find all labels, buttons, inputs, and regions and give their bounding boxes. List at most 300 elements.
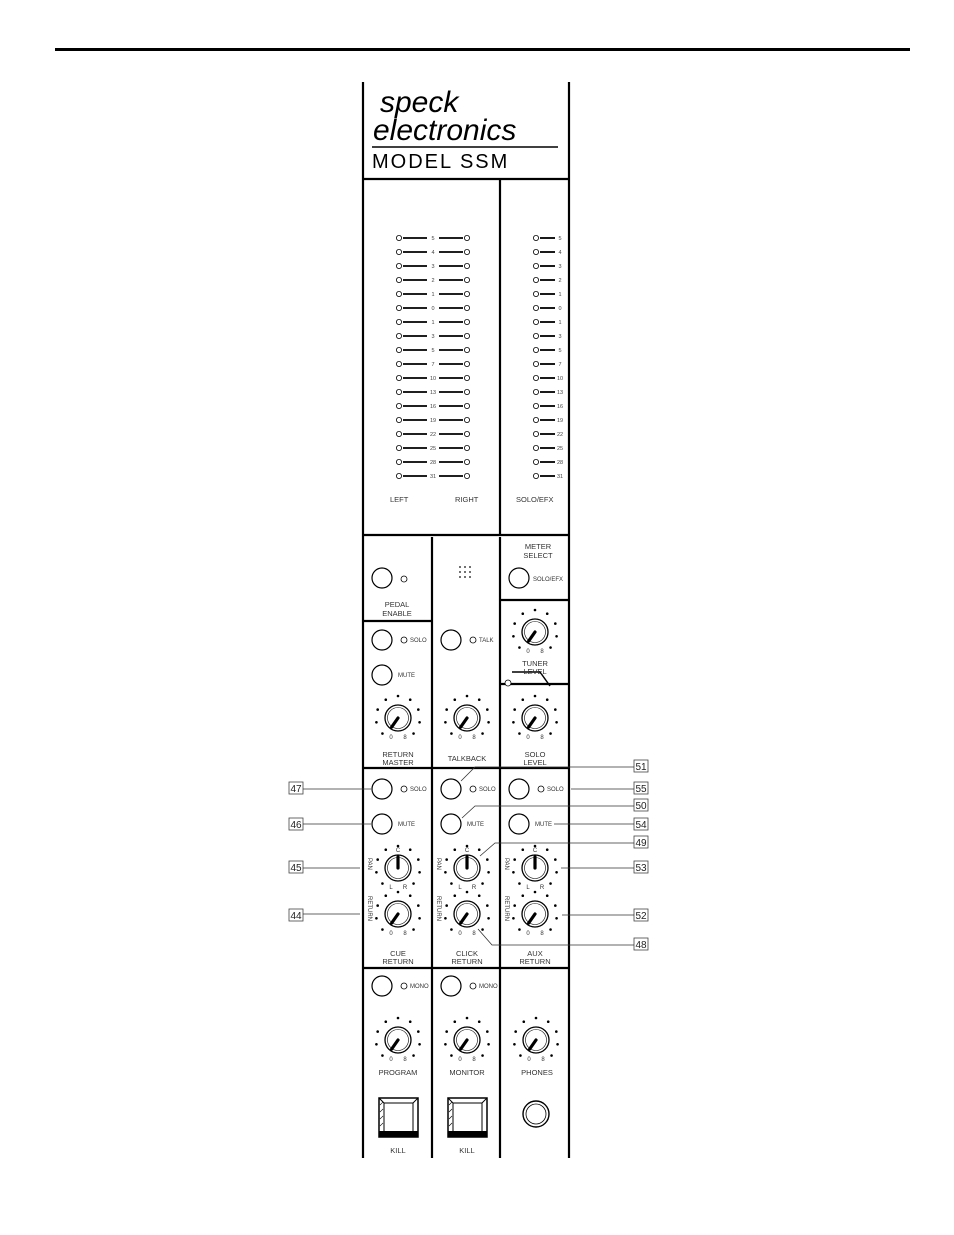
knob-label-min: 0 [526,931,530,937]
return-master-label-2: MASTER [382,758,414,767]
knob-tick [486,904,489,907]
meter-select-label-1: METER [524,542,552,551]
knob-label-right: R [471,885,477,891]
callout-number: 49 [635,838,647,849]
knob-tick [478,1020,481,1023]
meter-left-led-icon [396,263,401,268]
meter-right-led-icon [464,361,469,366]
knob-tick [445,1030,448,1033]
knob-tick [555,917,558,920]
knob-tick [550,1054,553,1057]
pedal-led-icon [401,576,407,582]
aux-solo-button[interactable] [509,779,529,799]
cue-channel [366,779,427,966]
meter-left-led-icon [396,375,401,380]
knob-tick [466,845,469,848]
solo-level-label-1: SOLO [524,750,546,759]
knob-tick [513,1043,516,1046]
knob-tick [512,635,515,638]
solo-level-label-2: LEVEL [523,758,547,767]
knob-tick [418,871,421,874]
pedal-label-2: ENABLE [382,609,412,618]
knob-tick [384,698,387,701]
aux-mute-button[interactable] [509,814,529,834]
knob-label-min: 0 [458,735,462,741]
monitor-mono-button[interactable] [441,976,461,996]
knob-tick [417,1030,420,1033]
callout-number: 55 [635,784,647,795]
knob-tick [376,858,379,861]
aux-pan-knob[interactable] [512,845,558,891]
callout-46 [289,818,371,831]
knob-tick [444,721,447,724]
meter-left-led-icon [396,249,401,254]
meter-scale-label: 0 [431,306,435,312]
knob-label-max: 8 [540,649,544,655]
knob-tick [417,858,420,861]
knob-label-min: 0 [458,1057,462,1063]
meter-right-led-icon [464,403,469,408]
knob-tick [417,708,420,711]
meter-right-led-icon [464,333,469,338]
cue-label-2: RETURN [382,957,414,966]
knob-tick [375,871,378,874]
program-mono-label: MONO [410,984,429,990]
click-mute-button[interactable] [441,814,461,834]
cue-pan-knob[interactable] [375,845,421,891]
meter-right-led-icon [464,319,469,324]
meter-solo-scale-label: 2 [558,278,562,284]
program-mono-led-icon [401,983,407,989]
knob-tick [512,871,515,874]
click-pan-knob[interactable] [444,845,490,891]
knob-tick [450,928,453,931]
meter-solo-led-icon [533,263,538,268]
knob-tick [521,698,524,701]
meter-scale-label: 1 [431,320,435,326]
meter-right-led-icon [464,375,469,380]
callout-53 [561,861,648,874]
knob-tick [450,1054,453,1057]
knob-tick [555,871,558,874]
aux-pan-label: PAN [503,858,509,870]
knob-tick [514,1030,517,1033]
knob-tick [487,917,490,920]
knob-tick [513,904,516,907]
knob-tick [486,858,489,861]
meter-right-led-icon [464,291,469,296]
click-return-vlabel: RETURN [435,896,441,921]
meter-solo-scale-label: 3 [558,264,562,270]
meter-solo-scale-label: 5 [558,348,562,354]
knob-tick [555,635,558,638]
knob-label-max: 8 [541,1057,545,1063]
talk-button[interactable] [441,630,461,650]
aux-mute-label: MUTE [535,822,552,828]
callout-number: 45 [290,863,302,874]
meter-solo-scale-label: 10 [556,376,564,382]
click-mute-label: MUTE [467,822,484,828]
leader-line [478,929,634,945]
meter-left-led-icon [396,333,401,338]
meter-right-led-icon [464,235,469,240]
knob-tick [534,891,537,894]
knob-tick [376,1030,379,1033]
knob-tick [555,1030,558,1033]
meter-solo-scale-label: 25 [556,446,564,452]
meter-scale-label: 2 [431,278,435,284]
program-knob[interactable] [375,1017,421,1063]
callout-49 [480,836,648,856]
callout-44 [289,909,360,922]
aux-channel [503,779,564,966]
meter-solo-scale-label: 13 [556,390,564,396]
meter-solo-led-icon [533,333,538,338]
knob-tick [546,894,549,897]
meter-solo-scale-label: 22 [556,432,564,438]
meter-right-led-icon [464,473,469,478]
talkback-label: TALKBACK [447,754,487,763]
callout-number: 51 [635,762,647,773]
meter-solo-label: SOLO/EFX [516,495,554,504]
aux-return-vlabel: RETURN [503,896,509,921]
knob-tick [444,871,447,874]
knob-label-min: 0 [527,1057,531,1063]
knob-label-max: 8 [540,931,544,937]
meter-bridge [396,235,563,480]
callout-51 [461,760,648,781]
cue-solo-button[interactable] [372,779,392,799]
cue-return-knob[interactable] [375,891,421,937]
meter-left-led-icon [396,403,401,408]
knob-tick [384,894,387,897]
callout-47 [289,782,371,795]
knob-tick [522,1020,525,1023]
knob-tick [512,917,515,920]
knob-tick [444,1043,447,1046]
return-master-mute-label: MUTE [398,673,415,679]
meter-right-led-icon [464,431,469,436]
mic-grille-icon [459,566,471,578]
meter-left-led-icon [396,291,401,296]
return-master-knob[interactable] [375,695,421,741]
knob-tick [519,1054,522,1057]
knob-tick [384,848,387,851]
knob-tick [409,1020,412,1023]
knob-tick [466,891,469,894]
meter-right-led-icon [464,445,469,450]
knob-tick [412,882,415,885]
meter-solo-scale-label: 3 [558,334,562,340]
knob-label-min: 0 [389,931,393,937]
meter-right-led-icon [464,277,469,282]
knob-tick [481,882,484,885]
meter-right-label: RIGHT [455,495,479,504]
meter-solo-led-icon [533,319,538,324]
meter-scale-label: 3 [431,334,435,340]
knob-tick [554,708,557,711]
return-master-label-1: RETURN [382,750,414,759]
knob-tick [450,882,453,885]
knob-label-max: 8 [403,1057,407,1063]
knob-label-left: L [389,885,393,891]
meter-solo-led-icon [533,403,538,408]
click-return-knob[interactable] [444,891,490,937]
knob-tick [381,882,384,885]
knob-label-min: 0 [389,1057,393,1063]
meter-solo-led-icon [533,277,538,282]
knob-tick [535,1017,538,1020]
knob-tick [412,1054,415,1057]
meter-scale-label: 25 [429,446,437,452]
meter-solo-scale-label: 4 [558,250,562,256]
knob-tick [381,1054,384,1057]
callout-number: 46 [290,820,302,831]
cue-solo-label: SOLO [410,787,427,793]
knob-tick [478,894,481,897]
knob-tick [397,1017,400,1020]
meter-select-button[interactable] [509,568,529,588]
cue-mute-button[interactable] [372,814,392,834]
meter-solo-led-icon [533,389,538,394]
tuner-label-2: LEVEL [523,667,547,676]
return-master-solo-label: SOLO [410,638,427,644]
return-master-mute-button[interactable] [372,665,392,685]
meter-right-led-icon [464,347,469,352]
meter-scale-label: 22 [429,432,437,438]
knob-tick [521,612,524,615]
meter-left-led-icon [396,277,401,282]
knob-label-max: 8 [472,735,476,741]
knob-tick [518,732,521,735]
meter-left-led-icon [396,319,401,324]
knob-tick [521,848,524,851]
knob-tick [513,622,516,625]
knob-tick [518,928,521,931]
program-mono-button[interactable] [372,976,392,996]
talk-label: TALK [479,638,494,644]
model-name: MODEL SSM [372,151,510,173]
click-label-1: CLICK [455,949,479,958]
aux-return-knob[interactable] [512,891,558,937]
knob-label-min: 0 [526,735,530,741]
meter-solo-led-icon [533,291,538,296]
program-kill-switch[interactable] [379,1098,418,1137]
knob-tick [521,894,524,897]
knob-label-max: 8 [472,931,476,937]
phones-label: PHONES [521,1068,553,1077]
meter-solo-led-icon [533,417,538,422]
meter-scale-label: 16 [429,404,437,410]
monitor-kill-switch[interactable] [448,1098,487,1137]
knob-label-center: C [532,848,538,854]
knob-label-center: C [464,848,470,854]
knob-tick [418,917,421,920]
knob-tick [554,622,557,625]
aux-label-1: AUX [527,949,543,958]
knob-tick [546,612,549,615]
knob-tick [481,928,484,931]
knob-label-left: L [526,885,530,891]
knob-tick [444,917,447,920]
knob-tick [381,928,384,931]
meter-solo-led-icon [533,361,538,366]
knob-tick [556,1043,559,1046]
knob-tick [418,1043,421,1046]
knob-tick [453,1020,456,1023]
meter-select-btn-label: SOLO/EFX [533,577,564,583]
knob-tick [518,646,521,649]
callout-number: 54 [635,820,647,831]
talkback-knob[interactable] [444,695,490,741]
meter-solo-scale-label: 31 [556,474,564,480]
callout-number: 48 [635,940,647,951]
meter-select-label-2: SELECT [523,551,553,560]
click-solo-button[interactable] [441,779,461,799]
meter-solo-led-icon [533,445,538,450]
brand-line2: electronics [373,114,517,147]
solo-led-icon [401,637,407,643]
tuner-label-1: TUNER [522,659,548,668]
knob-label-max: 8 [472,1057,476,1063]
knob-label-max: 8 [540,735,544,741]
meter-left-led-icon [396,431,401,436]
knob-label-min: 0 [389,735,393,741]
meter-solo-led-icon [533,249,538,254]
click-pan-label: PAN [435,858,441,870]
meter-solo-scale-label: 0 [558,306,562,312]
cue-mute-label: MUTE [398,822,415,828]
meter-scale-label: 5 [431,236,435,242]
monitor-mono-label: MONO [479,984,498,990]
meter-right-led-icon [464,249,469,254]
knob-tick [487,1043,490,1046]
meter-solo-led-icon [533,473,538,478]
knob-label-left: L [458,885,462,891]
knob-tick [546,698,549,701]
callout-number: 52 [635,911,647,922]
meter-solo-led-icon [533,347,538,352]
knob-tick [478,698,481,701]
meter-solo-led-icon [533,459,538,464]
knob-tick [453,894,456,897]
meter-scale-label: 4 [431,250,435,256]
knob-label-center: C [395,848,401,854]
knob-tick [384,1020,387,1023]
solo-level-knob[interactable] [512,695,558,741]
meter-scale-label: 7 [431,362,435,368]
knob-tick [554,858,557,861]
meter-left-led-icon [396,445,401,450]
knob-tick [546,848,549,851]
meter-solo-scale-label: 19 [556,418,564,424]
talk-led-icon [470,637,476,643]
meter-right-led-icon [464,263,469,268]
click-label-2: RETURN [451,957,483,966]
monitor-mono-led-icon [470,983,476,989]
meter-scale-label: 1 [431,292,435,298]
meter-solo-scale-label: 28 [556,460,564,466]
meter-scale-label: 5 [431,348,435,354]
meter-scale-label: 3 [431,264,435,270]
knob-tick [450,732,453,735]
monitor-knob[interactable] [444,1017,490,1063]
knob-tick [453,698,456,701]
monitor-kill-label: KILL [459,1146,475,1155]
knob-tick [445,858,448,861]
knob-tick [376,904,379,907]
knob-tick [481,732,484,735]
knob-tick [466,1017,469,1020]
click-solo-led-icon [470,786,476,792]
monitor-label: MONITOR [449,1068,485,1077]
knob-tick [409,894,412,897]
meter-solo-scale-label: 7 [558,362,562,368]
callout-45 [289,861,360,874]
knob-tick [487,721,490,724]
knob-tick [381,732,384,735]
knob-tick [445,708,448,711]
pedal-enable-button[interactable] [372,568,392,588]
meter-scale-label: 19 [429,418,437,424]
knob-tick [513,858,516,861]
knob-tick [466,695,469,698]
meter-left-led-icon [396,417,401,422]
knob-tick [409,698,412,701]
knob-tick [486,708,489,711]
callout-number: 47 [290,784,302,795]
cue-return-vlabel: RETURN [366,896,372,921]
knob-tick [549,732,552,735]
meter-scale-label: 10 [429,376,437,382]
meter-scale-label: 31 [429,474,437,480]
knob-tick [412,928,415,931]
header-rule [55,48,910,51]
click-solo-label: SOLO [479,787,496,793]
knob-tick [412,732,415,735]
knob-tick [481,1054,484,1057]
knob-tick [549,882,552,885]
knob-tick [549,646,552,649]
knob-tick [397,695,400,698]
knob-tick [487,871,490,874]
knob-tick [534,695,537,698]
knob-tick [547,1020,550,1023]
knob-tick [417,904,420,907]
knob-tick [554,904,557,907]
meter-solo-scale-label: 1 [558,320,562,326]
aux-solo-led-icon [538,786,544,792]
meter-scale-label: 13 [429,390,437,396]
callout-48 [478,929,648,951]
leader-line [462,806,634,818]
knob-label-right: R [402,885,408,891]
knob-tick [513,708,516,711]
return-master-solo-button[interactable] [372,630,392,650]
callout-52 [562,909,648,922]
tuner-level-knob[interactable] [512,609,558,655]
meter-left-led-icon [396,347,401,352]
meter-solo-led-icon [533,235,538,240]
phones-knob[interactable] [513,1017,559,1063]
aux-solo-label: SOLO [547,787,564,793]
knob-tick [518,882,521,885]
meter-left-led-icon [396,305,401,310]
pedal-label-1: PEDAL [384,600,410,609]
leader-line [480,843,634,856]
meter-left-led-icon [396,473,401,478]
callout-number: 50 [635,801,647,812]
